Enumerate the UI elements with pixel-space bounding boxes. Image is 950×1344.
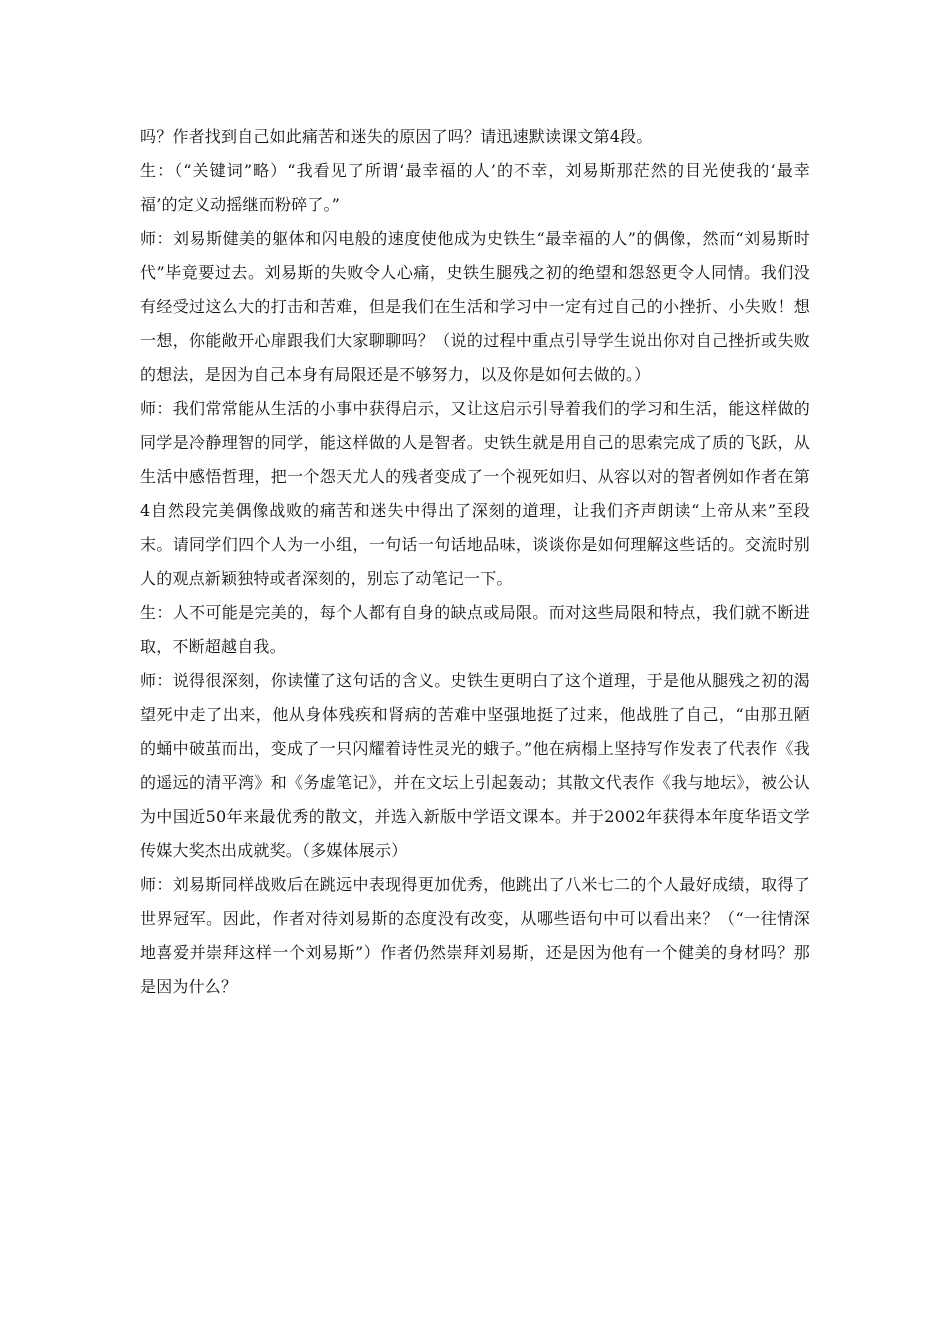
paragraph-student-answer-2: 生：人不可能是完美的，每个人都有自身的缺点或局限。而对这些局限和特点，我们就不断进取，不断超越自我。 <box>140 603 810 656</box>
paragraph-teacher-4: 师：刘易斯同样战败后在跳远中表现得更加优秀，他跳出了八米七二的个人最好成绩，取得了世界冠军。因此，作者对待刘易斯的态度没有改变，从哪些语句中可以看出来？（“一往情深地喜爱并崇拜这样一个刘易斯”）作者仍然崇拜刘易斯，还是因为他有一个健美的身材吗？那是因为什么？ <box>140 875 810 996</box>
paragraph-teacher-3: 师：说得很深刻，你读懂了这句话的含义。史铁生更明白了这个道理，于是他从腿残之初的渴望死中走了出来，他从身体残疾和肾病的苦难中坚强地挺了过来，他战胜了自己，“由那丑陋的蛹中破茧而出，变成了一只闪耀着诗性灵光的蛾子。”他在病榻上坚持写作发表了代表作《我的遥远的清平湾》和《务虚笔记》，并在文坛上引起轰动；其散文代表作《我与地坛》，被公认为中国近50年来最优秀的散文，并选入新版中学语文课本。并于2002年获得本年度华语文学传媒大奖杰出成就奖。（多媒体展示） <box>140 671 810 860</box>
paragraph-question-intro: 吗？作者找到自己如此痛苦和迷失的原因了吗？请迅速默读课文第4段。 <box>140 127 653 146</box>
paragraph-student-answer-1: 生：（“关键词”略）“我看见了所谓‘最幸福的人’的不幸，刘易斯那茫然的目光使我的‘最幸福’的定义动摇继而粉碎了。” <box>140 161 810 214</box>
paragraph-teacher-1: 师：刘易斯健美的躯体和闪电般的速度使他成为史铁生“最幸福的人”的偶像，然而“刘易斯时代”毕竟要过去。刘易斯的失败令人心痛，史铁生腿残之初的绝望和怨怒更令人同情。我们没有经受过这么大的打击和苦难，但是我们在生活和学习中一定有过自己的小挫折、小失败！想一想，你能敞开心扉跟我们大家聊聊吗？（说的过程中重点引导学生说出你对自己挫折或失败的想法，是因为自己本身有局限还是不够努力，以及你是如何去做的。） <box>140 229 810 384</box>
paragraph-teacher-2: 师：我们常常能从生活的小事中获得启示，又让这启示引导着我们的学习和生活，能这样做的同学是冷静理智的同学，能这样做的人是智者。史铁生就是用自己的思索完成了质的飞跃，从生活中感悟哲理，把一个怨天尤人的残者变成了一个视死如归、从容以对的智者例如作者在第4自然段完美偶像战败的痛苦和迷失中得出了深刻的道理，让我们齐声朗读“上帝从来”至段末。请同学们四个人为一小组，一句话一句话地品味，谈谈你是如何理解这些话的。交流时别人的观点新颖独特或者深刻的，别忘了动笔记一下。 <box>140 399 810 588</box>
